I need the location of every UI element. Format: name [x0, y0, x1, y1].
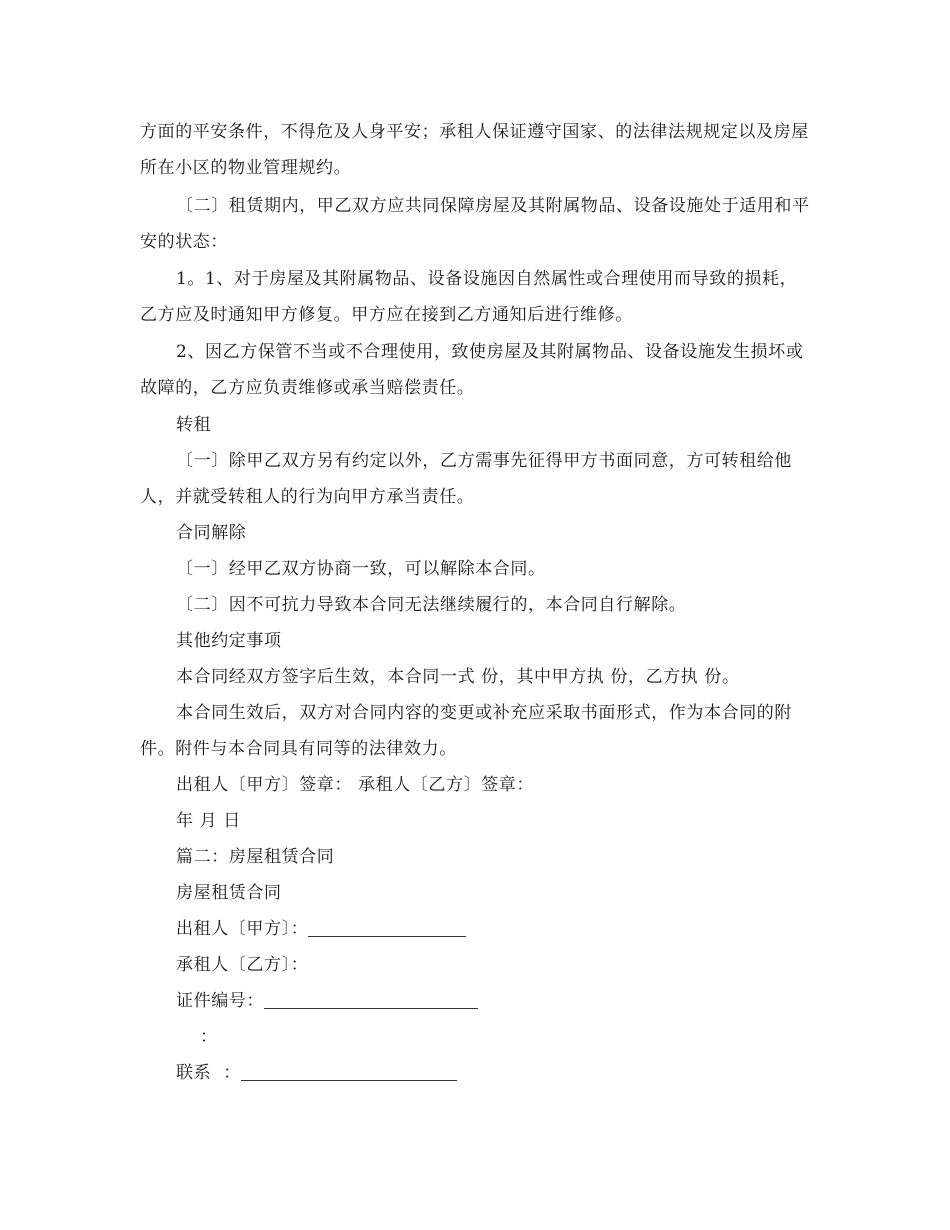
document-page — [140, 114, 812, 1091]
lessor-field — [140, 911, 812, 947]
paragraph: 〔一〕经甲乙双方协商一致，可以解除本合同。 — [176, 559, 546, 579]
lessee-field — [140, 947, 812, 983]
section-heading: 转租 — [176, 415, 212, 435]
paragraph: 2、因乙方保管不当或不合理使用，致使房屋及其附属物品、设备设施发生损坏或故障的，乙方应负责维修或承当赔偿责任。 — [140, 342, 804, 398]
id-number-label: 证件编号： — [176, 991, 264, 1011]
id-number-blank — [264, 988, 478, 1009]
contact-label: 联系 ： — [176, 1063, 241, 1083]
part-title: 篇二：房屋租赁合同 — [176, 847, 335, 867]
paragraph: 本合同生效后，双方对合同内容的变更或补充应采取书面形式，作为本合同的附件。附件与本合同具有同等的法律效力。 — [140, 703, 792, 759]
contract-title: 房屋租赁合同 — [176, 883, 282, 903]
paragraph: 方面的平安条件，不得危及人身平安；承租人保证遵守国家、的法律法规规定以及房屋所在小区的物业管理规约。 — [140, 122, 809, 178]
lessee-label: 承租人〔乙方〕： — [176, 955, 309, 975]
paragraph: 〔一〕除甲乙双方另有约定以外，乙方需事先征得甲方书面同意，方可转租给他人，并就受转租人的行为向甲方承当责任。 — [140, 451, 792, 507]
lessor-label: 出租人〔甲方〕： — [176, 919, 309, 939]
contact-blank — [241, 1060, 457, 1081]
date-line: 年 月 日 — [176, 811, 241, 831]
contact-field — [140, 1055, 812, 1091]
paragraph: 本合同经双方签字后生效，本合同一式 份，其中甲方执 份，乙方执 份。 — [176, 667, 740, 687]
paragraph: 〔二〕租赁期内，甲乙双方应共同保障房屋及其附属物品、设备设施处于适用和平安的状态： — [140, 196, 810, 252]
colon-label: ： — [200, 1027, 218, 1047]
id-number-field — [140, 983, 812, 1019]
paragraph: 1。1、对于房屋及其附属物品、设备设施因自然属性或合理使用而导致的损耗，乙方应及时通知甲方修复。甲方应在接到乙方通知后进行维修。 — [140, 269, 798, 325]
lessor-blank — [308, 916, 466, 937]
section-heading: 其他约定事项 — [176, 631, 282, 651]
signature-line: 出租人〔甲方〕签章： 承租人〔乙方〕签章： — [176, 775, 535, 795]
unlabeled-field — [140, 1019, 812, 1055]
paragraph: 〔二〕因不可抗力导致本合同无法继续履行的，本合同自行解除。 — [176, 595, 687, 615]
section-heading: 合同解除 — [176, 523, 247, 543]
